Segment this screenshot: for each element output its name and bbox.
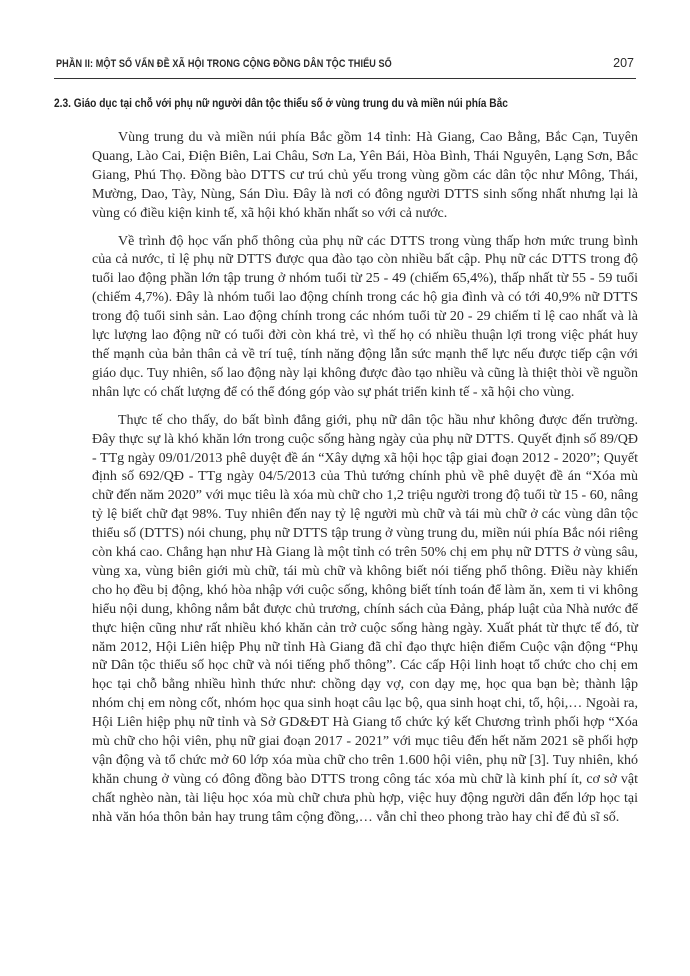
running-title: PHẦN II: MỘT SỐ VẤN ĐỀ XÃ HỘI TRONG CỘNG ĐỒNG DÂN TỘC THIỂU SỐ: [56, 58, 392, 70]
paragraph-1: Vùng trung du và miền núi phía Bắc gồm 14 tỉnh: Hà Giang, Cao Bằng, Bắc Cạn, Tuyên Quang, Lào Cai, Điện Biên, Lai Châu, Sơn La, Yên Bái, Hòa Bình, Thái Nguyên, Lạng Sơn, Bắc Giang, Phú Thọ. Đồng bào DTTS cư trú chủ yếu trong vùng gồm các dân tộc như Mông, Thái, Mường, Dao, Tày, Nùng, Sán Dìu. Đây là nơi có đông người DTTS sinh sống nhất nhưng lại là vùng có điều kiện kinh tế, xã hội khó khăn nhất so với cả nước.: [92, 130, 638, 221]
body-text: [92, 129, 638, 837]
page-number: 207: [613, 56, 634, 70]
paragraph-2: Về trình độ học vấn phổ thông của phụ nữ các DTTS trong vùng thấp hơn mức trung bình của cả nước, tỉ lệ phụ nữ DTTS được qua đào tạo còn nhiều bất cập. Phụ nữ các DTTS trong độ tuổi lao động phần lớn tập trung ở nhóm tuổi từ 25 - 49 (chiếm 65,4%), thấp nhất từ 55 - 59 tuổi (chiếm 4,7%). Đây là nhóm tuổi lao động chính trong các hộ gia đình và có tới 40,9% nữ DTTS trong độ tuổi sinh sản. Lao động chính trong các nhóm tuổi từ 20 - 29 chiếm tỉ lệ cao nhất và là lực lượng lao động nữ có tuổi đời còn khá trẻ, vì thế họ có nhiều thuận lợi trong việc phát huy thế mạnh của bản thân cả về trí tuệ, tính năng động lẫn sức mạnh thể lực nếu được tiếp cận với giáo dục. Tuy nhiên, số lao động này lại không được đào tạo nhiều và cũng là thiệt thòi về nguồn nhân lực có chất lượng để có thể đóng góp vào sự phát triển kinh tế - xã hội cho vùng.: [92, 233, 638, 400]
running-header: [54, 54, 636, 79]
section-heading: 2.3. Giáo dục tại chỗ với phụ nữ người dân tộc thiểu số ở vùng trung du và miền núi phía Bắc: [54, 97, 508, 110]
paragraph-3: Thực tế cho thấy, do bất bình đẳng giới, phụ nữ dân tộc hầu như không được đến trường. Đây thực sự là khó khăn lớn trong cuộc sống hàng ngày của phụ nữ DTTS. Quyết định số 89/QĐ - TTg ngày 09/01/2013 phê duyệt đề án “Xây dựng xã hội học tập giai đoạn 2012 - 2020”; Quyết định số 692/QĐ - TTg ngày 04/5/2013 của Thủ tướng chính phủ về phê duyệt đề án “Xóa mù chữ đến năm 2020” với mục tiêu là xóa mù chữ cho 1,2 triệu người trong độ tuổi từ 15 - 60, nâng tỷ lệ biết chữ đạt 98%. Tuy nhiên đến nay tỷ lệ người mù chữ và tái mù chữ ở các vùng dân tộc thiểu số (DTTS) nói chung, phụ nữ DTTS tập trung ở vùng trung du, miền núi phía Bắc nói riêng còn khá cao. Chẳng hạn như Hà Giang là một tỉnh có trên 50% chị em phụ nữ DTTS ở vùng sâu, vùng xa, vùng biên giới mù chữ, tái mù chữ và không biết nói tiếng phổ thông. Điều này khiến cho họ đều bị động, khó hòa nhập với cuộc sống, không biết tính toán để làm ăn, xem ti vi không hiểu nội dung, không nắm bắt được chủ trương, chính sách của Đảng, pháp luật của Nhà nước để thực hiện cũng như rất nhiều khó khăn cản trở cuộc sống hàng ngày. Xuất phát từ thực tế đó, từ năm 2012, Hội Liên hiệp Phụ nữ tỉnh Hà Giang đã chỉ đạo thực hiện điểm Cuộc vận động “Phụ nữ Dân tộc thiểu số học chữ và nói tiếng phổ thông”. Các cấp Hội linh hoạt tổ chức cho chị em học tại chỗ bằng nhiều hình thức như: chồng dạy vợ, con dạy mẹ, học qua bạn bè; thành lập nhóm chị em nòng cốt, nhóm học qua sinh hoạt câu lạc bộ, qua sinh hoạt chi, tổ, hội,… Ngoài ra, Hội Liên hiệp phụ nữ tỉnh và Sở GD&ĐT Hà Giang tổ chức ký kết Chương trình phối hợp “Xóa mù chữ cho hội viên, phụ nữ giai đoạn 2017 - 2021” với mục tiêu đến hết năm 2021 sẽ phối hợp vận động và tổ chức mở 60 lớp xóa mùa chữ cho trên 1.600 hội viên, phụ nữ [3]. Tuy nhiên, khó khăn chung ở vùng có đông đồng bào DTTS trong công tác xóa mù chữ là kinh phí ít, cơ sở vật chất nghèo nàn, tài liệu học xóa mù chữ chưa phù hợp, việc huy động người dân đến lớp học tại nhà văn hóa thôn bản hay trung tâm cộng đồng,… vẫn chỉ theo phong trào hay chỉ để đủ sĩ số.: [92, 412, 638, 825]
